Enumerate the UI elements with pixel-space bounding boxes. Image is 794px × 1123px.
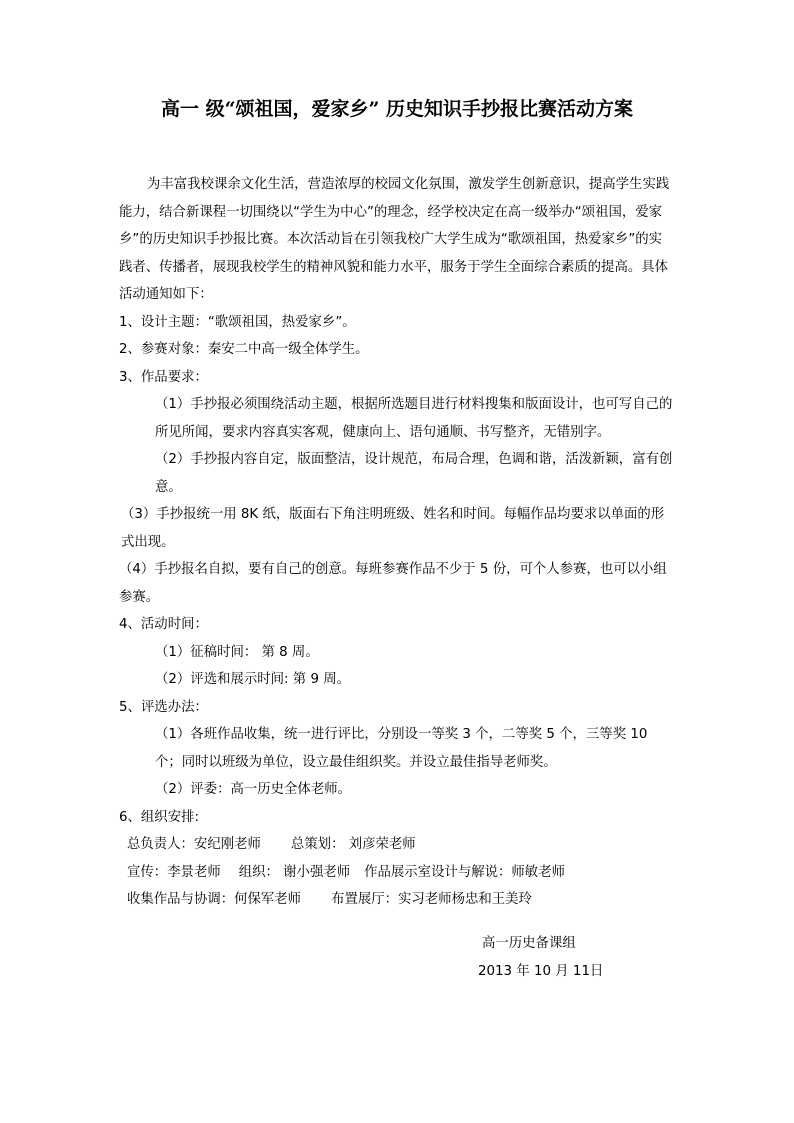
section-4-schedule: 4、活动时间：: [119, 617, 208, 632]
staff-exhibit: 作品展示室设计与解说：师敏老师: [364, 864, 565, 880]
judging-1: （1）各班作品收集，统一进行评比，分别设一等奖 3 个，二等奖 5 个，三等奖 10 个；同时以班级为单位，设立最佳组织奖。并设立最佳指导老师奖。: [155, 727, 648, 770]
judging-2: （2）评委：高一历史全体老师。: [155, 782, 351, 797]
signature-date: 2013 年 10 月 11日: [478, 964, 604, 979]
staff-row-2: [119, 859, 675, 887]
section-5-judging: 5、评选办法：: [119, 699, 208, 715]
section-2-participants: 2、参赛对象：秦安二中高一级全体学生。: [119, 342, 369, 357]
section-1-theme: 1、设计主题：“歌颂祖国，热爱家乡”。: [119, 314, 356, 330]
staff-publicity: 宣传：李景老师: [127, 864, 221, 880]
document-title: 高一 级“颂祖国，爱家乡” 历史知识手抄报比赛活动方案: [160, 98, 634, 120]
staff-row-3: [119, 886, 675, 914]
section-3-requirements: 3、作品要求：: [119, 369, 208, 385]
document-body: [119, 171, 675, 914]
staff-collect: 收集作品与协调：何保军老师: [127, 892, 302, 907]
requirement-4: （4）手抄报名自拟，要有自己的创意。每班参赛作品不少于 5 份，可个人参赛，也可以小组参赛。: [119, 562, 667, 605]
staff-leader: 总负责人：安纪刚老师: [127, 837, 261, 852]
requirement-3: （3）手抄报统一用 8K 纸，版面右下角注明班级、姓名和时间。每幅作品均要求以单面的形式出现。: [121, 507, 665, 550]
requirement-1: （1）手抄报必须围绕活动主题，根据所选题目进行材料搜集和版面设计，也可写自己的所见所闻，要求内容真实客观，健康向上、语句通顺、书写整齐，无错别字。: [155, 397, 673, 440]
requirement-2: （2）手抄报内容自定，版面整洁，设计规范，布局合理，色调和谐，活泼新颖，富有创意。: [155, 452, 673, 495]
intro-paragraph: 为丰富我校课余文化生活，营造浓厚的校园文化氛围，激发学生创新意识，提高学生实践能力，结合新课程一切围绕以“学生为中心”的理念，经学校决定在高一级举办“颂祖国，爱家乡”的历史知识手抄报比赛。本次活动旨在引领我校广大学生成为“歌颂祖国，热爱家乡”的实践者、传播者，展现我校学生的精神风貌和能力水平，服务于学生全面综合素质的提高。具体活动通知如下：: [119, 177, 670, 302]
signature-block: [478, 930, 604, 986]
signature-group: 高一历史备课组: [482, 936, 576, 951]
staff-planner: 总策划： 刘彦荣老师: [290, 837, 416, 852]
staff-layout: 布置展厅：实习老师杨忠和王美玲: [331, 892, 532, 907]
schedule-2: （2）评选和展示时间: 第 9 周。: [155, 672, 351, 687]
staff-row-1: [119, 831, 675, 859]
section-6-organization: 6、组织安排:: [119, 809, 199, 825]
staff-organize: 组织： 谢小强老师: [238, 864, 351, 880]
schedule-1: （1）征稿时间： 第 8 周。: [155, 644, 319, 660]
